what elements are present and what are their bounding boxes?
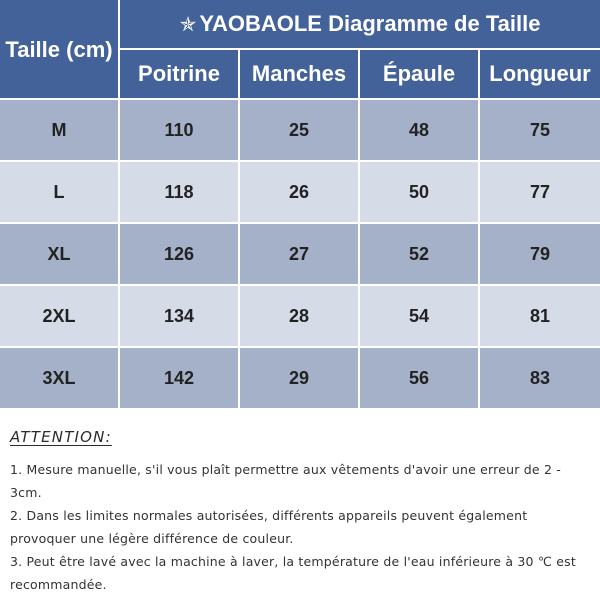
- poitrine-cell: 118: [120, 162, 240, 224]
- manches-cell: 27: [240, 224, 360, 286]
- column-header-epaule: Épaule: [360, 50, 480, 100]
- table-row: [0, 224, 600, 286]
- epaule-cell: 48: [360, 100, 480, 162]
- longueur-cell: 81: [480, 286, 600, 348]
- table-row: [0, 162, 600, 224]
- chart-title: [120, 0, 600, 50]
- manches-cell: 25: [240, 100, 360, 162]
- attention-notes: [10, 422, 590, 596]
- longueur-cell: 75: [480, 100, 600, 162]
- size-header-label: Taille (cm): [5, 36, 113, 62]
- manches-cell: 28: [240, 286, 360, 348]
- table-row: [0, 348, 600, 410]
- epaule-cell: 52: [360, 224, 480, 286]
- attention-heading: ATTENTION:: [10, 428, 112, 446]
- table-row: [0, 286, 600, 348]
- epaule-cell: 50: [360, 162, 480, 224]
- longueur-cell: 79: [480, 224, 600, 286]
- manches-cell: 29: [240, 348, 360, 410]
- table-title-row: [0, 0, 600, 50]
- size-cell: L: [0, 162, 120, 224]
- size-cell: XL: [0, 224, 120, 286]
- chart-title-text: YAOBAOLE Diagramme de Taille: [199, 11, 541, 36]
- epaule-cell: 56: [360, 348, 480, 410]
- longueur-cell: 83: [480, 348, 600, 410]
- size-cell: M: [0, 100, 120, 162]
- note-item: 2. Dans les limites normales autorisées, différents appareils peuvent également provoquer une légère différence de couleur.: [10, 508, 528, 546]
- longueur-cell: 77: [480, 162, 600, 224]
- column-header-poitrine: Poitrine: [120, 50, 240, 100]
- manches-cell: 26: [240, 162, 360, 224]
- column-header-longueur: Longueur: [480, 50, 600, 100]
- note-item: 1. Mesure manuelle, s'il vous plaît permettre aux vêtements d'avoir une erreur de 2 - 3cm.: [10, 462, 561, 500]
- size-cell: 2XL: [0, 286, 120, 348]
- size-column-header: [0, 0, 120, 100]
- poitrine-cell: 142: [120, 348, 240, 410]
- star-icon: ✯: [179, 14, 197, 36]
- poitrine-cell: 110: [120, 100, 240, 162]
- size-cell: 3XL: [0, 348, 120, 410]
- epaule-cell: 54: [360, 286, 480, 348]
- table-row: [0, 100, 600, 162]
- poitrine-cell: 126: [120, 224, 240, 286]
- note-item: 3. Peut être lavé avec la machine à laver, la température de l'eau inférieure à 30 ℃ est recommandée.: [10, 554, 576, 592]
- poitrine-cell: 134: [120, 286, 240, 348]
- column-header-manches: Manches: [240, 50, 360, 100]
